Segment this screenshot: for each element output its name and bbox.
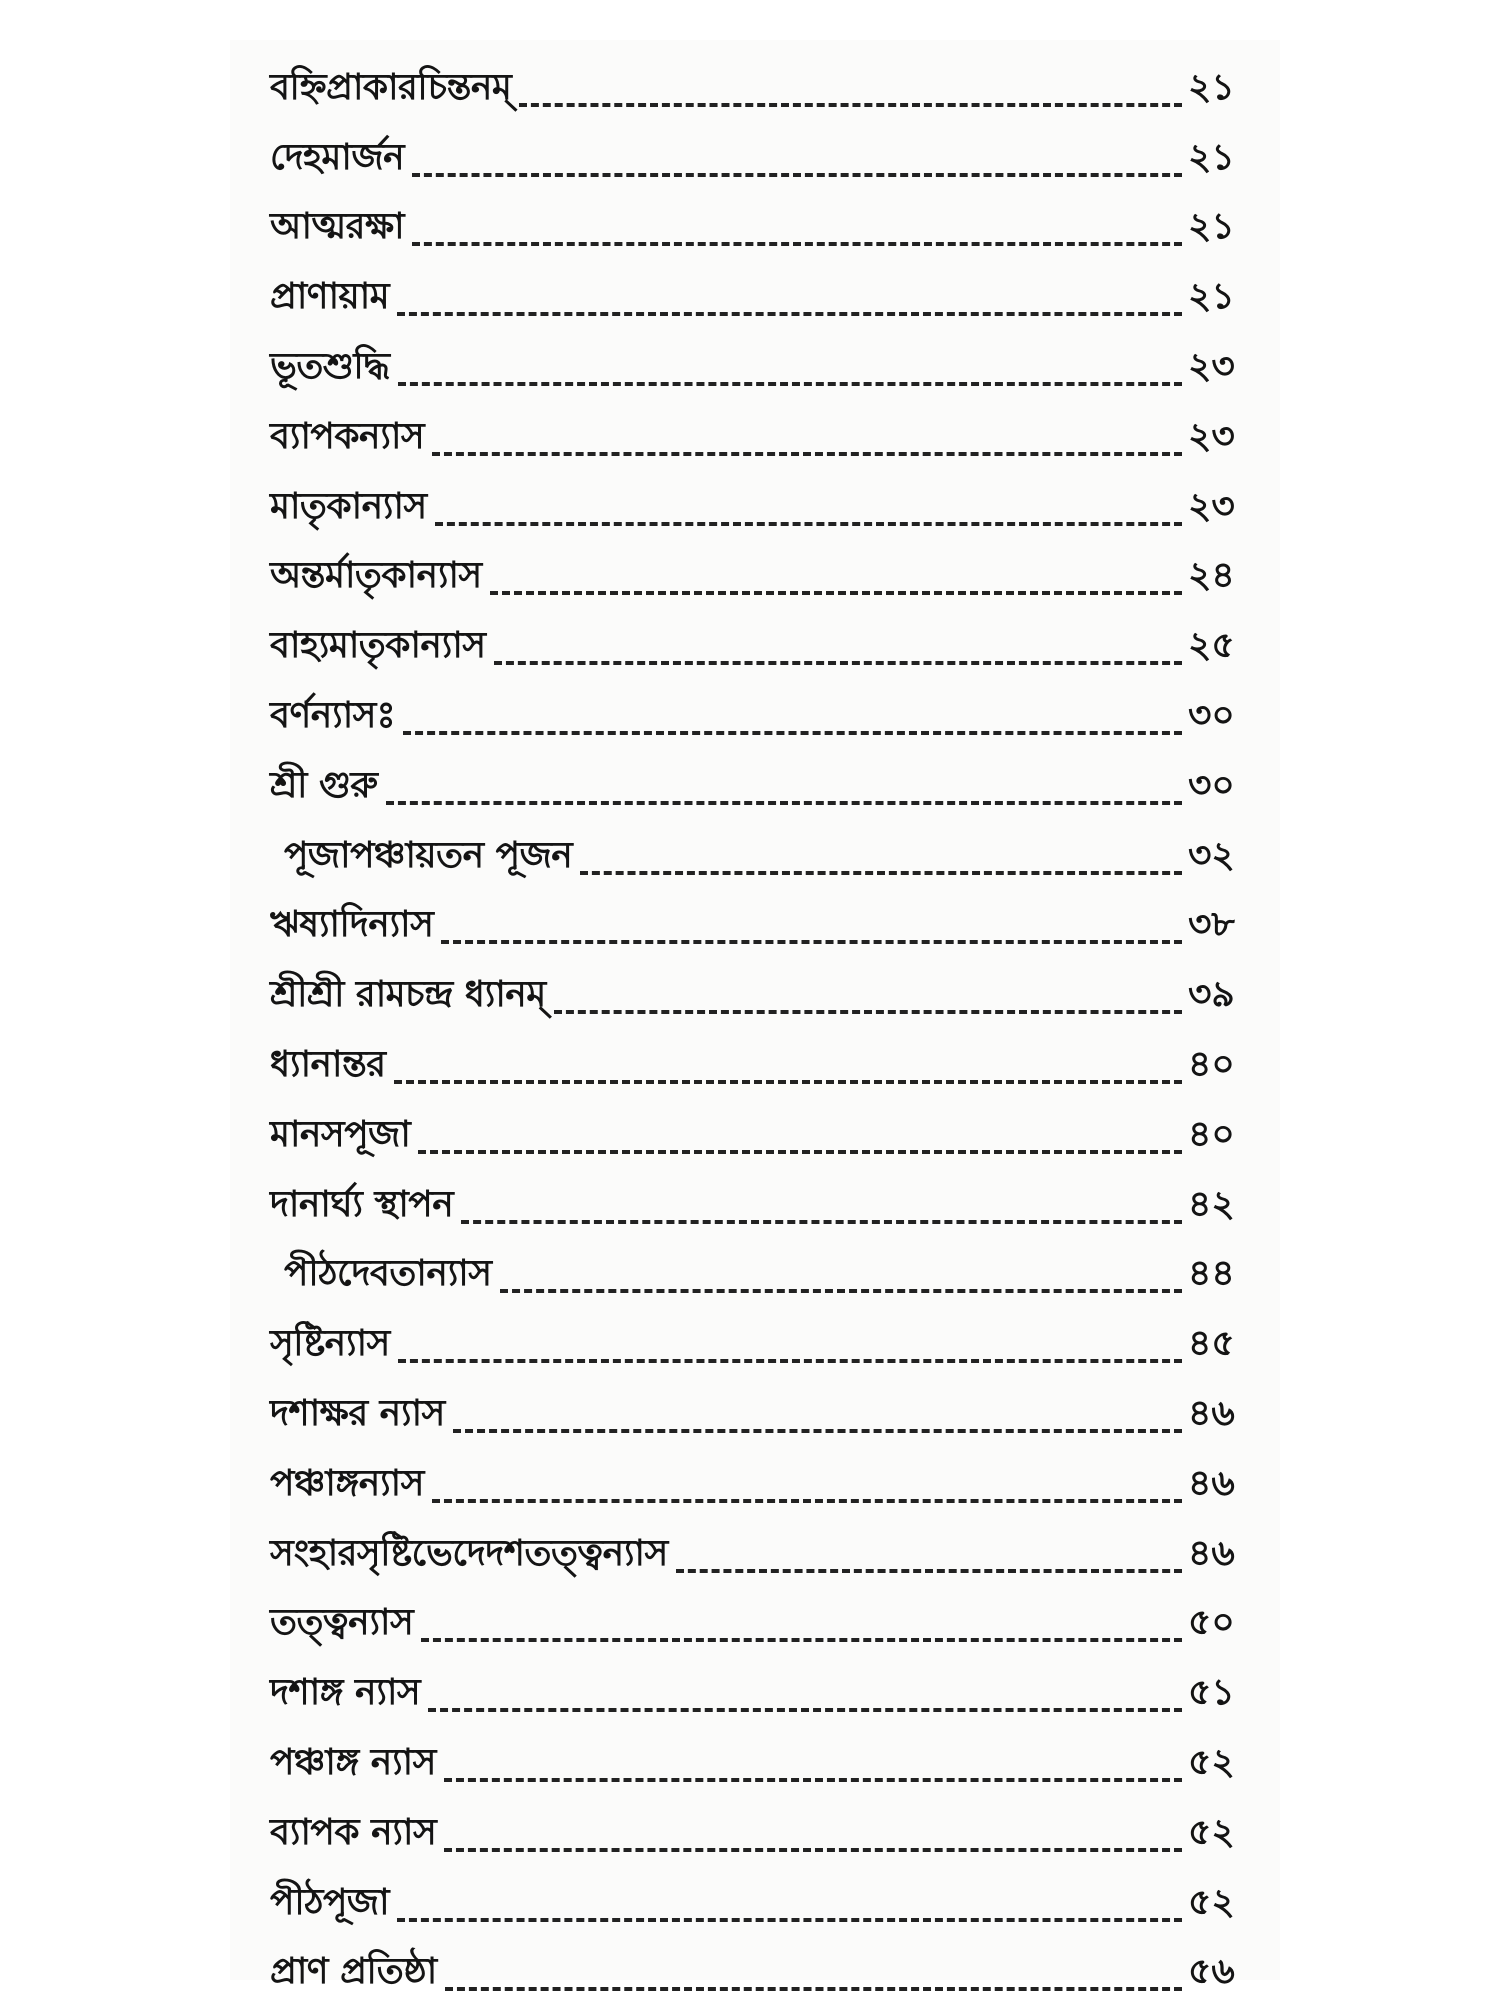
- toc-entry-title: দেহমার্জন: [270, 136, 405, 178]
- toc-entry-page-number: ৫২: [1188, 1741, 1235, 1783]
- toc-entry: [270, 399, 1260, 469]
- toc-entry: [270, 608, 1260, 678]
- toc-entry: [270, 1865, 1260, 1935]
- toc-entry-page-number: ৪০: [1188, 1043, 1235, 1085]
- dash-leader: [397, 1918, 1182, 1922]
- toc-entry: [270, 1516, 1260, 1586]
- toc-entry-title: মানসপূজা: [270, 1113, 411, 1155]
- dash-leader: [386, 801, 1182, 805]
- toc-entry-title: আত্মরক্ষা: [270, 206, 405, 248]
- dash-leader: [519, 103, 1182, 107]
- toc-entry: [270, 329, 1260, 399]
- dash-leader: [394, 1080, 1182, 1084]
- toc-entry-title: সংহারসৃষ্টিভেদেদশতত্ত্বন্যাস: [270, 1532, 668, 1574]
- dash-leader: [453, 1429, 1182, 1433]
- toc-entry-page-number: ৪২: [1188, 1183, 1235, 1225]
- dash-leader: [412, 173, 1182, 177]
- toc-entry-title: শ্রী গুরু: [270, 764, 378, 806]
- toc-entry: [270, 1097, 1260, 1167]
- toc-entry-title: দশাক্ষর ন্যাস: [270, 1392, 445, 1434]
- toc-entry-title: ব্যাপক ন্যাস: [270, 1811, 437, 1853]
- toc-entry-title: মাতৃকান্যাস: [270, 485, 427, 527]
- dash-leader: [676, 1569, 1182, 1573]
- toc-entry: [270, 1027, 1260, 1097]
- toc-entry-title: পঞ্চাঙ্গ ন্যাস: [270, 1741, 436, 1783]
- dash-leader: [398, 1359, 1182, 1363]
- toc-entry-page-number: ৩০: [1188, 764, 1235, 806]
- toc-entry-page-number: ২১: [1188, 276, 1235, 318]
- dash-leader: [397, 312, 1182, 316]
- dash-leader: [403, 731, 1182, 735]
- toc-entry-title: দানার্ঘ্য স্থাপন: [270, 1183, 454, 1225]
- toc-entry-page-number: ৫০: [1188, 1602, 1235, 1644]
- toc-entry-page-number: ৩৯: [1188, 974, 1235, 1016]
- toc-entry-page-number: ২১: [1188, 206, 1235, 248]
- toc-entry: [270, 120, 1260, 190]
- toc-entry-title: পীঠদেবতান্যাস: [284, 1253, 492, 1295]
- dash-leader: [432, 1499, 1182, 1503]
- dash-leader: [554, 1010, 1182, 1014]
- dash-leader: [412, 242, 1182, 246]
- toc-entry-page-number: ৫২: [1188, 1881, 1235, 1923]
- toc-entry-page-number: ২৩: [1188, 345, 1235, 387]
- toc-entry-page-number: ৫২: [1188, 1811, 1235, 1853]
- dash-leader: [441, 940, 1182, 944]
- dash-leader: [418, 1150, 1182, 1154]
- toc-entry-page-number: ৪৬: [1188, 1532, 1235, 1574]
- dash-leader: [421, 1638, 1182, 1642]
- toc-entry-title: দশাঙ্গ ন্যাস: [270, 1672, 421, 1714]
- toc-entry-page-number: ২১: [1188, 136, 1235, 178]
- toc-entry-title: বর্ণন্যাসঃ: [270, 694, 396, 736]
- toc-entry: [270, 469, 1260, 539]
- toc-entry-page-number: ৩২: [1188, 834, 1235, 876]
- toc-entry: [270, 1446, 1260, 1516]
- toc-entry-page-number: ৪৫: [1188, 1323, 1235, 1365]
- dash-leader: [398, 382, 1182, 386]
- toc-entry: [270, 1167, 1260, 1237]
- toc-entry-title: ব্যাপকন্যাস: [270, 415, 425, 457]
- toc-entry-page-number: ৫১: [1188, 1672, 1235, 1714]
- toc-entry-title: অন্তর্মাতৃকান্যাস: [270, 555, 482, 597]
- toc-entry: [270, 957, 1260, 1027]
- toc-entry: [270, 1795, 1260, 1865]
- toc-entry-title: পীঠপূজা: [270, 1881, 390, 1923]
- toc-entry-title: তত্ত্বন্যাস: [270, 1602, 414, 1644]
- toc-entry-title: বাহ্যমাতৃকান্যাস: [270, 625, 486, 667]
- dash-leader: [490, 591, 1182, 595]
- toc-entry-page-number: ২৪: [1188, 555, 1235, 597]
- dash-leader: [432, 452, 1182, 456]
- toc-entry: [270, 259, 1260, 329]
- toc-entry-title: প্রাণায়াম: [270, 276, 390, 318]
- toc-entry-page-number: ২১: [1188, 66, 1235, 108]
- toc-entry-title: সৃষ্টিন্যাস: [270, 1323, 390, 1365]
- toc-entry: [270, 1935, 1260, 2004]
- toc-entry: [270, 888, 1260, 958]
- toc-entry-page-number: ২৩: [1188, 415, 1235, 457]
- toc-entry-title: বহ্নিপ্রাকারচিন্তনম্: [270, 66, 512, 108]
- toc-entry-title: ঋষ্যাদিন্যাস: [270, 904, 434, 946]
- toc-entry: [270, 678, 1260, 748]
- toc-entry-page-number: ২৩: [1188, 485, 1235, 527]
- toc-entry: [270, 539, 1260, 609]
- toc-entry-page-number: ২৫: [1188, 625, 1235, 667]
- toc-entry-title: ধ্যানান্তর: [270, 1043, 386, 1085]
- toc-entry-page-number: ৪৬: [1188, 1462, 1235, 1504]
- toc-entry-title: ভূতশুদ্ধি: [270, 345, 390, 387]
- toc-entry: [270, 1376, 1260, 1446]
- dash-leader: [444, 1848, 1182, 1852]
- toc-entry-page-number: ৩৮: [1188, 904, 1235, 946]
- toc-entry: [270, 1586, 1260, 1656]
- dash-leader: [580, 871, 1182, 875]
- toc-entry-page-number: ৩০: [1188, 694, 1235, 736]
- toc-entry-title: শ্রীশ্রী রামচন্দ্র ধ্যানম্: [270, 974, 546, 1016]
- toc-entry: [270, 1237, 1260, 1307]
- dash-leader: [461, 1220, 1182, 1224]
- toc-entry: [270, 1306, 1260, 1376]
- toc-entry-page-number: ৪৪: [1188, 1253, 1235, 1295]
- toc-entry-title: পূজাপঞ্চায়তন পূজন: [284, 834, 573, 876]
- table-of-contents: [270, 50, 1260, 2004]
- toc-entry: [270, 1725, 1260, 1795]
- document-page: [230, 40, 1280, 1993]
- dash-leader: [435, 522, 1182, 526]
- toc-entry-page-number: ৫৬: [1188, 1951, 1235, 1993]
- toc-entry-title: পঞ্চাঙ্গন্যাস: [270, 1462, 424, 1504]
- toc-entry-page-number: ৪৬: [1188, 1392, 1235, 1434]
- toc-entry: [270, 748, 1260, 818]
- toc-entry: [270, 50, 1260, 120]
- dash-leader: [444, 1778, 1182, 1782]
- toc-entry-title: প্রাণ প্রতিষ্ঠা: [270, 1951, 437, 1993]
- dash-leader: [445, 1987, 1182, 1991]
- dash-leader: [494, 661, 1182, 665]
- dash-leader: [500, 1289, 1183, 1293]
- toc-entry-page-number: ৪০: [1188, 1113, 1235, 1155]
- toc-entry: [270, 190, 1260, 260]
- dash-leader: [428, 1708, 1182, 1712]
- toc-entry: [270, 818, 1260, 888]
- toc-entry: [270, 1655, 1260, 1725]
